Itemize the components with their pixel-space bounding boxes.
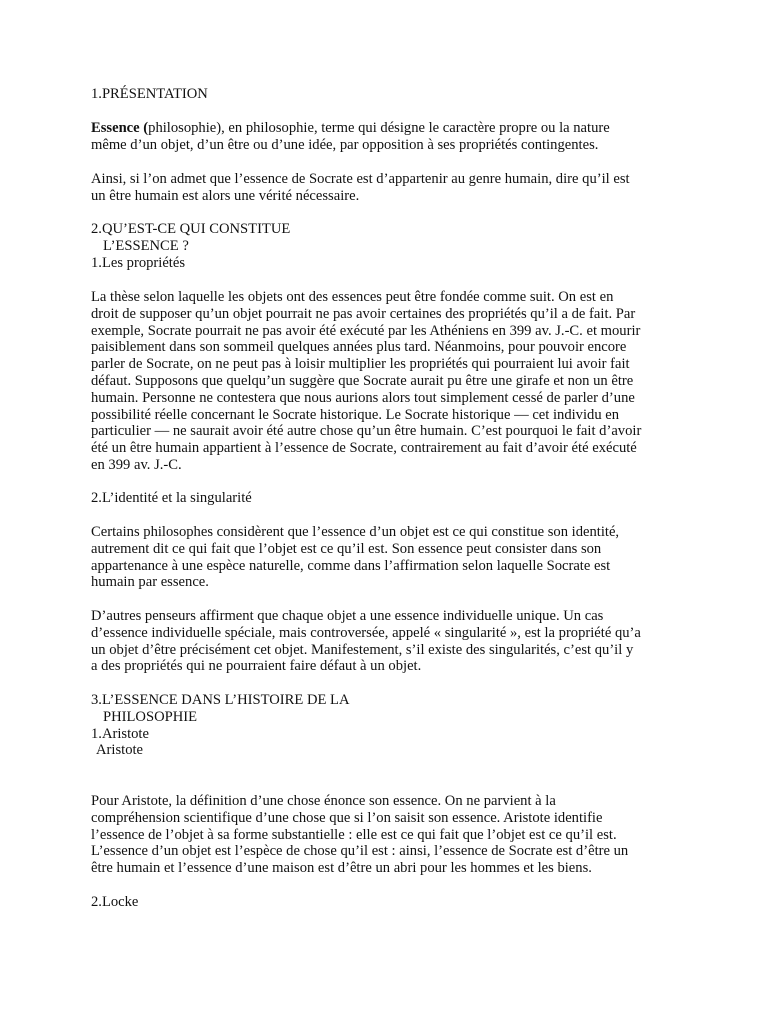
- paragraph-line: particulier — ne saurait avoir été autre chose qu’un être humain. C’est pourquoi le fait d’avoir: [91, 423, 642, 440]
- section-heading-histoire: [91, 692, 691, 759]
- heading-line: PHILOSOPHIE: [103, 708, 198, 725]
- paragraph-line: même d’un objet, d’un être ou d’une idée, par opposition à ses propriétés contingentes.: [91, 136, 599, 153]
- paragraph-definition: [91, 120, 691, 154]
- paragraph-line: être humain et l’essence d’une maison est d’être un abri pour les hommes et les biens.: [91, 860, 592, 877]
- paragraph-singularite: [91, 608, 691, 675]
- paragraph-proprietes: [91, 289, 691, 474]
- paragraph-line: d’essence individuelle spéciale, mais controversée, appelé « singularité », est la propriété qu’a: [91, 624, 641, 641]
- paragraph-line: humain. Personne ne contestera que nous aurions alors tout simplement cessé de parler d’une: [91, 389, 635, 406]
- paragraph-aristote: [91, 793, 691, 877]
- subheading-locke: [91, 894, 691, 911]
- subheading-text: 2.Locke: [91, 894, 139, 910]
- paragraph-line: Ainsi, si l’on admet que l’essence de Socrate est d’appartenir au genre humain, dire qu’il est: [91, 171, 630, 187]
- paragraph-line: parler de Socrate, on ne peut pas à loisir multiplier les propriétés qui pourraient lui avoir fait: [91, 356, 630, 373]
- paragraph-line: philosophie), en philosophie, terme qui désigne le caractère propre ou la nature: [148, 120, 610, 136]
- subheading-identite: [91, 490, 691, 507]
- paragraph-line: La thèse selon laquelle les objets ont des essences peut être fondée comme suit. On est en: [91, 289, 614, 305]
- subheading-proprietes: 1.Les propriétés: [91, 254, 186, 271]
- paragraph-line: un objet d’être précisément cet objet. Manifestement, s’il existe des singularités, c’est qu’il y: [91, 641, 634, 658]
- paragraph-line: droit de supposer qu’un objet pourrait ne pas avoir certaines des propriétés qu’il a de fait. Par: [91, 305, 636, 322]
- heading-text: 1.PRÉSENTATION: [91, 86, 208, 102]
- paragraph-line: D’autres penseurs affirment que chaque objet a une essence individuelle unique. Un cas: [91, 608, 604, 624]
- paragraph-line: l’essence de l’objet à sa forme substantielle : elle est ce qui fait que l’objet est ce qu’il est.: [91, 826, 617, 843]
- section-heading-constitue: [91, 221, 691, 271]
- paragraph-line: défaut. Supposons que quelqu’un suggère que Socrate aurait pu être une girafe et non un être: [91, 372, 634, 389]
- subheading-text: 2.L’identité et la singularité: [91, 490, 252, 506]
- paragraph-line: possibilité réelle concernant le Socrate historique. Le Socrate historique — cet individu en: [91, 406, 620, 423]
- paragraph-identite: [91, 524, 691, 591]
- paragraph-line: Pour Aristote, la définition d’une chose énonce son essence. On ne parvient à la: [91, 793, 556, 809]
- paragraph-socrate-example: [91, 171, 691, 205]
- heading-line: L’ESSENCE ?: [103, 237, 189, 254]
- paragraph-line: a des propriétés qui ne pourraient faire défaut à un objet.: [91, 658, 422, 675]
- term-bold: Essence (: [91, 120, 149, 136]
- paragraph-line: exemple, Socrate pourrait ne pas avoir été exécuté par les Athéniens en 399 av. J.-C. et mourir: [91, 322, 641, 339]
- paragraph-line: humain par essence.: [91, 574, 209, 591]
- subheading-aristote: 1.Aristote: [91, 725, 149, 742]
- paragraph-line: appartenance à une espèce naturelle, comme dans l’affirmation selon laquelle Socrate est: [91, 557, 611, 574]
- heading-line: 3.L’ESSENCE DANS L’HISTOIRE DE LA: [91, 692, 350, 708]
- paragraph-line: Certains philosophes considèrent que l’essence d’un objet est ce qui constitue son identité,: [91, 524, 620, 540]
- paragraph-line: un être humain est alors une vérité nécessaire.: [91, 187, 360, 204]
- paragraph-line: été un être humain appartient à l’essence de Socrate, contrairement au fait d’avoir été exécuté: [91, 440, 637, 457]
- paragraph-line: autrement dit ce qui fait que l’objet est ce qu’il est. Son essence peut consister dans son: [91, 540, 602, 557]
- paragraph-line: L’essence d’un objet est l’espèce de chose qu’il est : ainsi, l’essence de Socrate est d’être un: [91, 843, 629, 860]
- paragraph-line: en 399 av. J.-C.: [91, 456, 182, 473]
- section-heading-presentation: [91, 86, 691, 103]
- heading-line: 2.QU’EST-CE QUI CONSTITUE: [91, 221, 291, 237]
- paragraph-line: compréhension scientifique d’une chose que si l’on saisit son essence. Aristote identifie: [91, 809, 603, 826]
- paragraph-line: paisiblement dans son sommeil quelques années plus tard. Néanmoins, pour pouvoir encore: [91, 339, 627, 356]
- subheading-aristote-repeat: Aristote: [96, 742, 144, 759]
